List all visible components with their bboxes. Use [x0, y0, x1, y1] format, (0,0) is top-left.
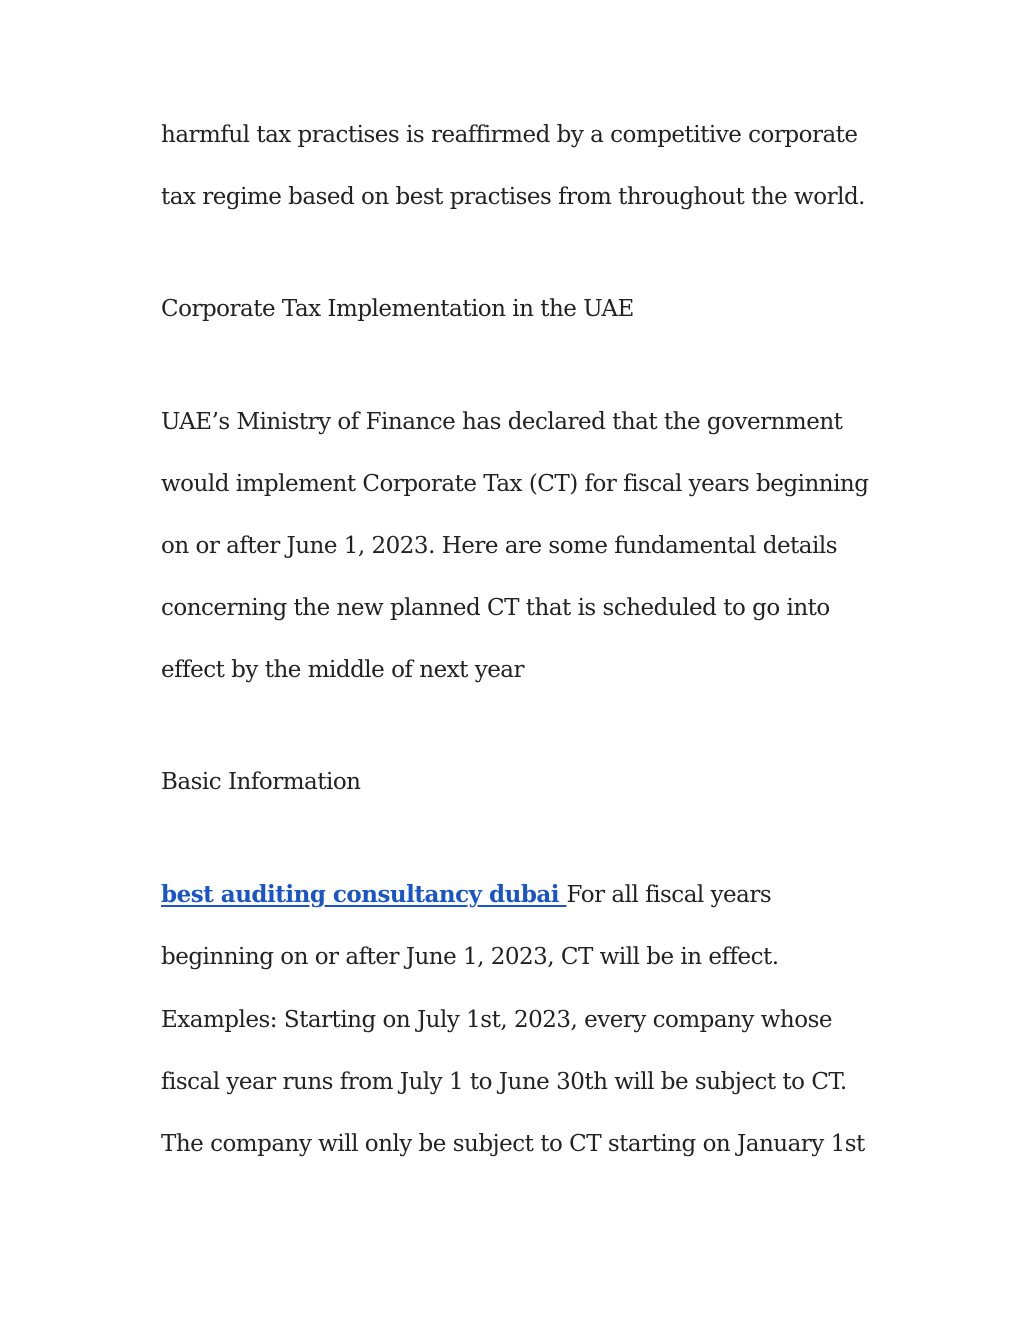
section-heading-basic-information: Basic Information — [161, 769, 361, 795]
paragraph-1-line-2: tax regime based on best practises from throughout the world. — [161, 184, 865, 210]
paragraph-3-line-5: The company will only be subject to CT starting on January 1st — [161, 1131, 865, 1157]
section-heading-corporate-tax: Corporate Tax Implementation in the UAE — [161, 296, 634, 322]
paragraph-2-line-1: UAE’s Ministry of Finance has declared that the government — [161, 409, 843, 435]
paragraph-2-line-2: would implement Corporate Tax (CT) for fiscal years beginning — [161, 471, 869, 497]
paragraph-3-line-1-text: For all fiscal years — [566, 882, 772, 908]
best-auditing-consultancy-link[interactable]: best auditing consultancy dubai — [161, 881, 567, 908]
paragraph-2-line-4: concerning the new planned CT that is scheduled to go into — [161, 595, 830, 621]
paragraph-3-line-2: beginning on or after June 1, 2023, CT will be in effect. — [161, 944, 779, 970]
paragraph-3-line-4: fiscal year runs from July 1 to June 30th will be subject to CT. — [161, 1069, 847, 1095]
paragraph-2-line-5: effect by the middle of next year — [161, 657, 525, 683]
paragraph-3-line-1 — [161, 879, 771, 911]
paragraph-3-line-3: Examples: Starting on July 1st, 2023, every company whose — [161, 1007, 832, 1033]
paragraph-2-line-3: on or after June 1, 2023. Here are some fundamental details — [161, 533, 838, 559]
paragraph-1-line-1: harmful tax practises is reaffirmed by a competitive corporate — [161, 122, 858, 148]
